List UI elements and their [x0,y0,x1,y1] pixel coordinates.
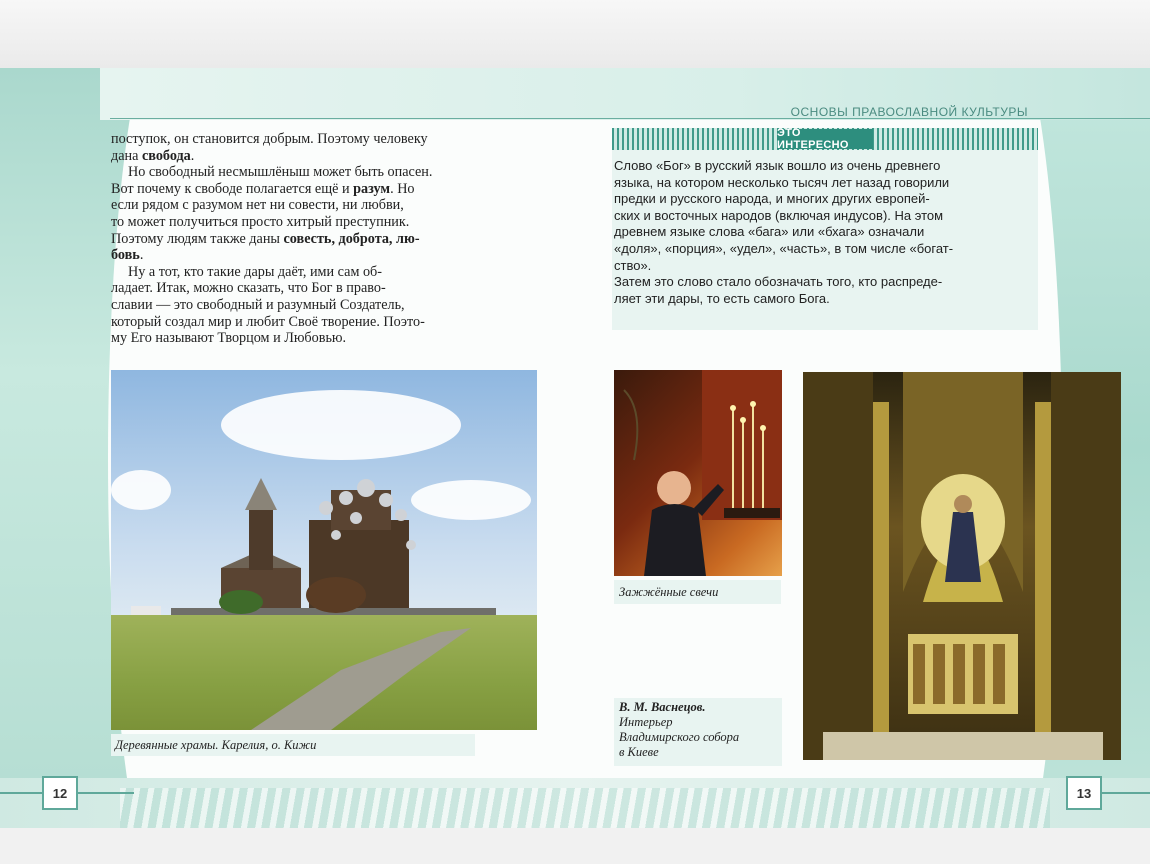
cathedral-interior-illustration [803,372,1121,760]
text-run: который создал мир и любит Своё творение. Поэто- [111,313,425,330]
interest-text-line: ских и восточных народов (включая индусов). На этом [614,207,944,223]
text-run: ладает. Итак, можно сказать, что Бог в право- [111,280,386,297]
left-page-body-text [111,131,538,347]
body-text-line [111,148,538,165]
photo-footpath [111,370,537,730]
text-run: если рядом с разумом нет ни совести, ни любви, [111,197,404,214]
interest-text-line: ляет эти дары, то есть самого Бога. [614,290,830,306]
interest-box-text [614,158,1038,307]
kizhi-photo-caption: Деревянные храмы. Карелия, о. Кижи [111,734,475,756]
interest-text-line: Затем это слово стало обозначать того, кто распреде- [614,274,943,290]
body-text-line [111,197,538,214]
page-number-left: 12 [42,776,78,810]
body-text-line [111,214,538,231]
key-term: свобода [141,147,191,164]
cathedral-photo-caption [614,698,782,766]
interest-text-line: ство». [614,257,652,273]
text-run: то может получиться просто хитрый преступник. [111,213,410,230]
footer-line [0,792,42,794]
footer-ornament [120,788,1050,828]
cathedral-caption-line: Владимирского собора [619,730,740,744]
key-term: бовь [111,247,140,264]
interest-text-line: предки и русского народа, и многих других европей- [614,191,930,207]
key-term: разум [353,180,391,197]
body-text-line [111,181,538,198]
body-text-line [111,231,538,248]
cathedral-caption-line: в Киеве [619,745,659,759]
interest-box [612,128,1038,330]
interest-text-line: «доля», «порция», «удел», «часть», в том числе «богат- [614,240,954,256]
viewer-top-bar [0,0,1150,68]
interest-text-line: языка, на котором несколько тысяч лет назад говорили [614,174,950,190]
text-run: . Но [390,180,415,197]
body-text-line [111,264,538,281]
footer-line [1100,792,1150,794]
text-run: . [190,147,195,164]
text-run: Вот почему к свободе полагается ещё и [111,180,354,197]
body-text-line [111,280,538,297]
body-text-line [111,330,538,347]
text-run: Ну а тот, кто такие дары даёт, ими сам об- [128,263,383,280]
body-text-line [111,247,538,264]
text-run: му Его называют Творцом и Любовью. [111,330,347,347]
candles-illustration [614,370,782,576]
key-term: совесть, доброта, лю- [283,230,420,247]
interest-text-line: древнем языке слова «бага» или «бхага» означали [614,224,925,240]
page-number-right: 13 [1066,776,1102,810]
text-run: дана [111,147,142,164]
body-text-line [111,297,538,314]
text-run: славии — это свободный и разумный Создатель, [111,296,405,313]
body-text-line [111,131,538,148]
footer-line [74,792,134,794]
interest-text-line: Слово «Бог» в русский язык вошло из очень древнего [614,158,941,173]
body-text-line [111,314,538,331]
cathedral-caption-line: Интерьер [619,715,673,729]
text-run: Но свободный несмышлёныш может быть опасен. [128,164,433,181]
cathedral-caption-author: В. М. Васнецов. [619,700,706,714]
candles-photo [614,370,782,576]
kizhi-churches-photo [111,370,537,730]
body-text-line [111,164,538,181]
text-run: . [139,247,144,264]
running-header-title: ОСНОВЫ ПРАВОСЛАВНОЙ КУЛЬТУРЫ [790,105,1028,119]
candles-photo-caption: Зажжённые свечи [614,580,781,604]
text-run: поступок, он становится добрым. Поэтому человеку [111,131,428,147]
text-run: Поэтому людям также даны [111,230,284,247]
book-spread [0,68,1150,828]
interest-box-label: ЭТО ИНТЕРЕСНО [777,129,873,149]
vladimir-cathedral-photo [803,372,1121,760]
